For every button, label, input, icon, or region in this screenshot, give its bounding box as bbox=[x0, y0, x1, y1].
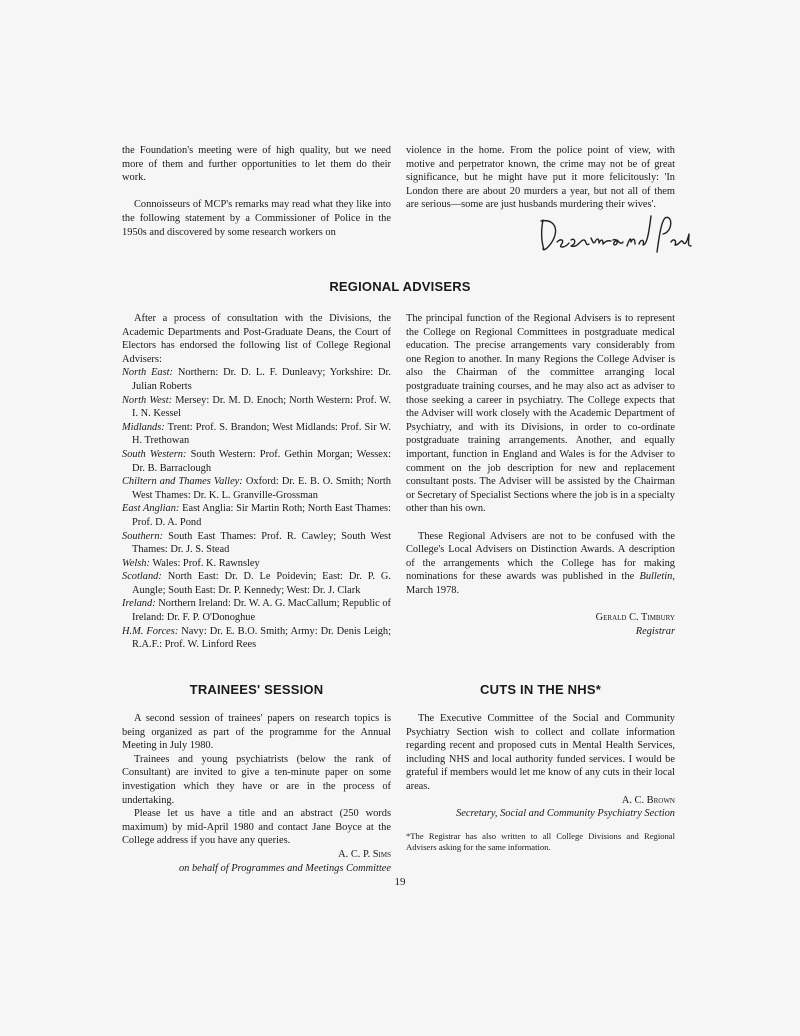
regional-advisers-heading: REGIONAL ADVISERS bbox=[329, 279, 471, 294]
region-name: Southern: bbox=[122, 530, 163, 542]
region-name: H.M. Forces: bbox=[122, 625, 179, 637]
region-advisers: Mersey: Dr. M. D. Enoch; North Western: Prof. W. I. N. Kessel bbox=[132, 394, 391, 420]
region-advisers: Wales: Prof. K. Rawnsley bbox=[149, 557, 260, 569]
region-name: Midlands: bbox=[122, 421, 165, 433]
cuts-paragraph: The Executive Committee of the Social and Community Psychiatry Section wish to collect and collate information regarding recent and proposed cuts in Mental Health Services, including NHS and local authority funded services. I would be grateful if members would let me know of any cuts in their local areas. bbox=[406, 713, 675, 792]
region-advisers: South Western: Prof. Gethin Morgan; Wessex: Dr. B. Barraclough bbox=[132, 448, 391, 474]
top-left-paragraph-2: Connoisseurs of MCP's remarks may read what they like into the following statement by a Commissioner of Police in the 1950s and discovered by some research workers on bbox=[122, 199, 391, 238]
region-advisers: North East: Dr. D. Le Poidevin; East: Dr. P. G. Aungle; South East: Dr. P. Kennedy; West: Dr. J. Clark bbox=[132, 571, 391, 596]
region-advisers: Northern Ireland: Dr. W. A. G. MacCallum; Republic of Ireland: Dr. F. P. O'Donoghue bbox=[132, 598, 391, 624]
region-name: North East: bbox=[122, 367, 174, 379]
regional-right-column bbox=[406, 312, 675, 638]
region-advisers: South East Thames: Prof. R. Cawley; South West Thames: Dr. J. S. Stead bbox=[132, 530, 391, 556]
region-name: Welsh: bbox=[122, 557, 150, 569]
region-entry bbox=[122, 570, 391, 597]
regional-distinction-paragraph bbox=[406, 530, 675, 598]
signature-image bbox=[535, 212, 695, 258]
trainees-paragraph-1: A second session of trainees' papers on research topics is being organized as part of the programme for the Annual Meeting in July 1980. bbox=[122, 713, 391, 752]
trainees-author-role: on behalf of Programmes and Meetings Committee bbox=[178, 862, 391, 874]
cuts-column bbox=[406, 712, 675, 854]
region-advisers: Northern: Dr. D. L. F. Dunleavy; Yorkshire: Dr. Julian Roberts bbox=[132, 367, 391, 392]
page-number: 19 bbox=[394, 876, 406, 888]
region-entry bbox=[122, 502, 391, 529]
region-advisers: Oxford: Dr. E. B. O. Smith; North West Thames: Dr. K. L. Granville-Grossman bbox=[132, 476, 391, 501]
top-left-paragraph-1: the Foundation's meeting were of high quality, but we need more of them and further opportunities to let them do their work. bbox=[122, 145, 391, 184]
region-entry bbox=[122, 448, 391, 475]
regional-function-paragraph: The principal function of the Regional Advisers is to represent the College on Regional Committees in postgraduate medical education. The precise arrangements vary considerably from one Region to another. In many Regions the College Adviser is also the Chairman of the committee arranging local postgraduate training courses, and he may also act as adviser to those seeking a career in psychiatry. The College expects that the Adviser will work closely with the Academic Department of Psychiatry, and with its Divisions, in order to co-ordinate postgraduate training arrangements. Another, and equally important, function in England and Wales is for the Adviser to comment on the job description for new and replacement consultant posts. The Adviser will be assisted by the Chairman or Secretary of Specialist Sections where the job is in a specialty other than his own. bbox=[406, 313, 675, 515]
top-left-column bbox=[122, 144, 391, 239]
region-entry bbox=[122, 557, 391, 571]
trainees-paragraph-3: Please let us have a title and an abstract (250 words maximum) by mid-April 1980 and contact Jane Boyce at the College address if you have any queries. bbox=[122, 808, 391, 847]
region-name: East Anglian: bbox=[122, 503, 180, 515]
trainees-author: A. C. P. Sims bbox=[338, 848, 391, 860]
regional-left-column bbox=[122, 312, 391, 652]
region-name: North West: bbox=[122, 394, 173, 406]
cuts-author: A. C. Brown bbox=[621, 794, 675, 806]
region-name: Ireland: bbox=[122, 598, 156, 610]
region-entry bbox=[122, 530, 391, 557]
trainees-column bbox=[122, 712, 391, 875]
distinction-text: These Regional Advisers are not to be confused with the College's Local Advisers on Distinction Awards. A description of the arrangements which the College has for making nominations for these awards was published in the bbox=[406, 530, 675, 583]
region-entry bbox=[122, 597, 391, 624]
region-entry bbox=[122, 366, 391, 393]
region-entry bbox=[122, 421, 391, 448]
region-name: Scotland: bbox=[122, 571, 162, 583]
trainees-session-heading: TRAINEES' SESSION bbox=[189, 682, 324, 697]
signature bbox=[535, 212, 695, 258]
regional-intro: After a process of consultation with the Divisions, the Academic Departments and Post-Graduate Deans, the Court of Electors has endorsed the following list of College Regional Advisers: bbox=[122, 313, 391, 365]
bulletin-title: Bulletin bbox=[639, 571, 673, 583]
regional-author: Gerald C. Timbury bbox=[595, 612, 675, 624]
cuts-nhs-heading: CUTS IN THE NHS* bbox=[480, 682, 601, 697]
region-advisers: Navy: Dr. E. B.O. Smith; Army: Dr. Denis Leigh; R.A.F.: Prof. W. Linford Rees bbox=[132, 625, 391, 651]
region-advisers: East Anglia: Sir Martin Roth; North East Thames: Prof. D. A. Pond bbox=[132, 503, 391, 528]
top-right-paragraph: violence in the home. From the police point of view, with motive and perpetrator known, the crime may not be of great significance, but he might have put it more felicitously: 'In London there are about 20 murders a year, but not all of them are serious—some are just husbands murdering their wives'. bbox=[406, 145, 675, 211]
trainees-paragraph-2: Trainees and young psychiatrists (below the rank of Consultant) are invited to give a ten-minute paper on some investigation which they have or are in the process of undertaking. bbox=[122, 753, 391, 806]
region-entry bbox=[122, 475, 391, 502]
region-advisers: Trent: Prof. S. Brandon; West Midlands: Prof. Sir W. H. Trethowan bbox=[132, 421, 391, 447]
cuts-footnote: *The Registrar has also written to all College Divisions and Regional Advisers asking for the same information. bbox=[406, 830, 675, 853]
regional-author-role: Registrar bbox=[635, 625, 675, 637]
region-entry bbox=[122, 394, 391, 421]
region-entry bbox=[122, 625, 391, 652]
distinction-end: , March 1978. bbox=[406, 571, 675, 596]
region-name: South Western: bbox=[122, 448, 187, 460]
top-right-column bbox=[406, 144, 675, 212]
region-name: Chiltern and Thames Valley: bbox=[122, 476, 243, 488]
cuts-author-role: Secretary, Social and Community Psychiatry Section bbox=[456, 808, 675, 820]
